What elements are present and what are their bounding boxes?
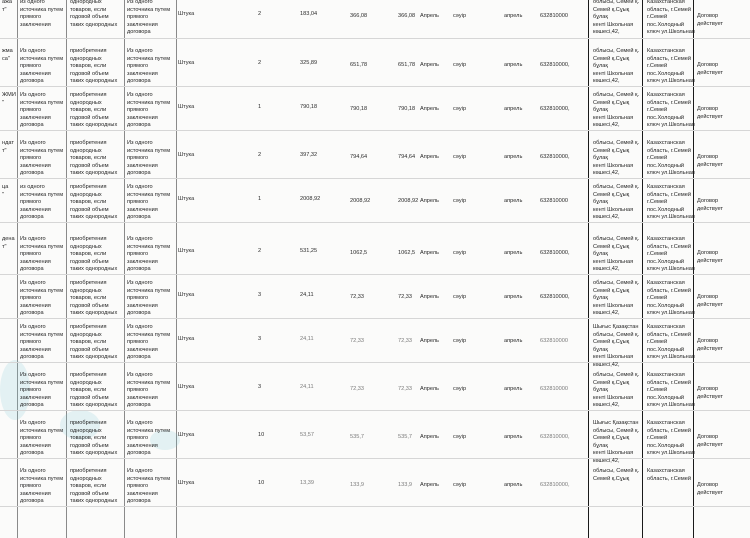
cell-col-c: приобретения однородных товаров, если годовой объем таких однородных	[70, 184, 118, 221]
row-divider	[0, 178, 750, 179]
cell-addr2: Казахстанская область, г.Семей г.Семей пос.Холодный ключ ул.Школьная	[647, 280, 695, 317]
cell-price: 53,57	[300, 432, 314, 438]
cell-unit: Штука	[178, 152, 195, 158]
cell-sum: 790,18	[350, 106, 368, 112]
row-divider	[0, 410, 750, 411]
cell-total: 794,64	[398, 154, 416, 160]
cell-month2: апрель	[504, 62, 523, 68]
cell-status: Договор действует	[697, 154, 723, 168]
cell-price: 183,04	[300, 11, 318, 17]
cell-col-d: Из одного источника путем прямого заключения договора	[127, 280, 171, 317]
cell-sum: 1062,5	[350, 250, 368, 256]
cell-price: 24,11	[300, 336, 314, 342]
cell-kato: 632810000,	[540, 482, 570, 488]
cell-sum: 366,08	[350, 13, 368, 19]
cell-status: Договор действует	[697, 434, 723, 448]
cell-addr2: Казахстанская область, г.Семей г.Семей пос.Холодный ключ ул.Школьная	[647, 0, 695, 36]
cell-month-ru: Апрель	[420, 250, 439, 256]
cell-col-a: дена т"	[2, 236, 15, 250]
cell-qty: 2	[258, 152, 262, 158]
cell-unit: Штука	[178, 248, 195, 254]
cell-addr2: Казахстанская область, г.Семей г.Семей пос.Холодный ключ ул.Школьная	[647, 420, 695, 457]
cell-addr1: Шығыс Қазақстан облысы, Семей қ. Семей қ.Сұық бұлақ кентi Школьная көшесi,42,	[593, 420, 640, 464]
cell-col-b: Из одного источника путем прямого заключения договора	[20, 280, 64, 317]
cell-price: 2008,92	[300, 196, 321, 202]
cell-kato: 632810000	[540, 386, 568, 392]
cell-col-c: приобретения однородных товаров, если годовой объем таких однородных	[70, 280, 118, 317]
cell-unit: Штука	[178, 336, 195, 342]
cell-addr2: Казахстанская область, г.Семей г.Семей пос.Холодный ключ ул.Школьная	[647, 184, 695, 221]
cell-col-d: Из одного источника путем прямого заключения договора	[127, 324, 171, 361]
cell-unit: Штука	[178, 384, 195, 390]
cell-qty: 1	[258, 104, 262, 110]
cell-addr1: Шығыс Қазақстан облысы, Семей қ. Семей қ.Сұық бұлақ кентi Школьная көшесi,42,	[593, 324, 640, 368]
cell-col-b: Из одного источника путем прямого заключения договора	[20, 420, 64, 457]
cell-col-d: Из одного источника путем прямого заключения договора	[127, 92, 171, 129]
row-divider	[0, 506, 750, 507]
cell-total: 2008,92	[398, 198, 419, 204]
cell-price: 24,11	[300, 384, 314, 390]
cell-month2: апрель	[504, 106, 523, 112]
cell-col-b: Из одного источника путем прямого заключения договора	[20, 236, 64, 273]
cell-col-b: Из одного источника путем прямого заключения договора	[20, 468, 64, 505]
cell-unit: Штука	[178, 11, 195, 17]
cell-qty: 3	[258, 384, 262, 390]
cell-col-b: из одного источника путем прямого заключения	[20, 0, 64, 28]
cell-month-ru: Апрель	[420, 386, 439, 392]
cell-col-c: приобретения однородных товаров, если годовой объем таких однородных	[70, 236, 118, 273]
cell-addr2: Казахстанская область, г.Семей	[647, 468, 691, 482]
cell-addr1: облысы, Семей қ. Семей қ.Сұық бұлақ кентi Школьная көшесi,42,	[593, 140, 640, 177]
cell-month2: апрель	[504, 250, 523, 256]
cell-total: 535,7	[398, 434, 412, 440]
cell-col-d: Из одного источника путем прямого заключения договора	[127, 140, 171, 177]
cell-col-c: приобретения однородных товаров, если годовой объем таких однородных	[70, 468, 118, 505]
cell-addr2: Казахстанская область, г.Семей г.Семей пос.Холодный ключ ул.Школьная	[647, 140, 695, 177]
cell-month2: апрель	[504, 13, 523, 19]
cell-addr1: облысы, Семей қ. Семей қ.Сұық бұлақ кентi Школьная көшесi,42,	[593, 236, 640, 273]
row-divider	[0, 130, 750, 131]
cell-col-c: приобретения однородных товаров, если годовой объем таких однородных	[70, 140, 118, 177]
cell-addr2: Казахстанская область, г.Семей г.Семей пос.Холодный ключ ул.Школьная	[647, 236, 695, 273]
cell-month-kz: сәуір	[453, 434, 467, 440]
row-divider	[0, 86, 750, 87]
cell-sum: 651,78	[350, 62, 368, 68]
cell-qty: 3	[258, 292, 262, 298]
cell-col-b: Из одного источника путем прямого заключения договора	[20, 372, 64, 409]
cell-col-c: приобретения однородных товаров, если годовой объем таких однородных	[70, 372, 118, 409]
cell-price: 531,25	[300, 248, 318, 254]
cell-col-d: Из одного источника путем прямого заключения договора	[127, 420, 171, 457]
cell-col-b: из одного источника путем прямого заключения договора	[20, 184, 64, 221]
cell-total: 72,33	[398, 294, 412, 300]
cell-qty: 3	[258, 336, 262, 342]
cell-col-b: Из одного источника путем прямого заключения договора	[20, 92, 64, 129]
cell-kato: 632810000	[540, 13, 568, 19]
cell-addr2: Казахстанская область, г.Семей г.Семей пос.Холодный ключ ул.Школьная	[647, 324, 695, 361]
cell-addr2: Казахстанская область, г.Семей г.Семей пос.Холодный ключ ул.Школьная	[647, 48, 695, 85]
cell-col-d: Из одного источника путем прямого заключения договора	[127, 468, 171, 505]
cell-month2: апрель	[504, 386, 523, 392]
cell-kato: 632810000,	[540, 62, 570, 68]
cell-col-b: Из одного источника путем прямого заключения договора	[20, 324, 64, 361]
cell-total: 366,08	[398, 13, 416, 19]
row-divider	[0, 318, 750, 319]
cell-month-ru: Апрель	[420, 13, 439, 19]
cell-status: Договор действует	[697, 482, 723, 496]
cell-month-kz: сәуір	[453, 338, 467, 344]
cell-qty: 10	[258, 432, 265, 438]
row-divider	[0, 38, 750, 39]
cell-month-kz: сәуір	[453, 62, 467, 68]
cell-status: Договор действует	[697, 294, 723, 308]
cell-addr2: Казахстанская область, г.Семей г.Семей пос.Холодный ключ ул.Школьная	[647, 372, 695, 409]
cell-unit: Штука	[178, 432, 195, 438]
cell-col-c: приобретения однородных товаров, если годовой объем таких однородных	[70, 420, 118, 457]
cell-total: 72,33	[398, 386, 412, 392]
cell-unit: Штука	[178, 104, 195, 110]
cell-month-kz: сәуір	[453, 482, 467, 488]
cell-col-a: ажа т"	[2, 0, 12, 13]
cell-month-kz: сәуір	[453, 13, 467, 19]
cell-sum: 72,33	[350, 386, 364, 392]
cell-kato: 632810000	[540, 198, 568, 204]
cell-month-ru: Апрель	[420, 482, 439, 488]
cell-month-ru: Апрель	[420, 106, 439, 112]
cell-month-ru: Апрель	[420, 338, 439, 344]
cell-col-a: ЖМИ "	[2, 92, 16, 106]
cell-status: Договор действует	[697, 250, 723, 264]
cell-month-ru: Апрель	[420, 434, 439, 440]
cell-col-a: ца "	[2, 184, 9, 198]
cell-kato: 632810000,	[540, 434, 570, 440]
cell-addr1: облысы, Семей қ. Семей қ.Сұық бұлақ кентi Школьная көшесi,42,	[593, 48, 640, 85]
cell-month-kz: сәуір	[453, 386, 467, 392]
cell-qty: 2	[258, 11, 262, 17]
cell-sum: 535,7	[350, 434, 364, 440]
cell-month-ru: Апрель	[420, 294, 439, 300]
cell-month-kz: сәуір	[453, 198, 467, 204]
cell-col-d: Из одного источника путем прямого заключения договора	[127, 372, 171, 409]
cell-col-b: Из одного источника путем прямого заключения договора	[20, 140, 64, 177]
cell-status: Договор действует	[697, 198, 723, 212]
cell-addr1: облысы, Семей қ. Семей қ.Сұық бұлақ кентi Школьная көшесi,42,	[593, 184, 640, 221]
cell-col-a: ндат т"	[2, 140, 14, 154]
cell-col-d: Из одного источника путем прямого заключения договора	[127, 236, 171, 273]
cell-price: 24,11	[300, 292, 314, 298]
cell-col-b: Из одного источника путем прямого заключения договора	[20, 48, 64, 85]
cell-col-a: жма са"	[2, 48, 13, 62]
cell-month2: апрель	[504, 294, 523, 300]
cell-unit: Штука	[178, 196, 195, 202]
cell-month2: апрель	[504, 154, 523, 160]
cell-addr1: облысы, Семей қ. Семей қ.Сұық бұлақ кентi Школьная көшесi,42,	[593, 280, 640, 317]
cell-month-ru: Апрель	[420, 198, 439, 204]
cell-addr1: облысы, Семей қ. Семей қ.Сұық бұлақ кентi Школьная көшесi,42,	[593, 0, 640, 36]
cell-unit: Штука	[178, 480, 195, 486]
cell-price: 325,89	[300, 60, 318, 66]
cell-col-d: Из одного источника путем прямого заключения договора	[127, 0, 171, 36]
cell-month2: апрель	[504, 434, 523, 440]
cell-col-c: приобретения однородных товаров, если годовой объем таких однородных	[70, 92, 118, 129]
cell-status: Договор действует	[697, 386, 723, 400]
row-divider	[0, 222, 750, 223]
cell-col-c: приобретения однородных товаров, если годовой объем таких однородных	[70, 48, 118, 85]
cell-status: Договор действует	[697, 62, 723, 76]
cell-month-kz: сәуір	[453, 106, 467, 112]
cell-kato: 632810000,	[540, 250, 570, 256]
cell-addr1: облысы, Семей қ. Семей қ.Сұық бұлақ кентi Школьная көшесi,42,	[593, 372, 640, 409]
cell-sum: 133,9	[350, 482, 364, 488]
cell-col-d: Из одного источника путем прямого заключения договора	[127, 48, 171, 85]
cell-total: 72,33	[398, 338, 412, 344]
cell-month-kz: сәуір	[453, 250, 467, 256]
cell-total: 1062,5	[398, 250, 416, 256]
cell-total: 790,18	[398, 106, 416, 112]
cell-month-ru: Апрель	[420, 154, 439, 160]
cell-unit: Штука	[178, 292, 195, 298]
cell-qty: 2	[258, 248, 262, 254]
cell-total: 651,78	[398, 62, 416, 68]
cell-kato: 632810000,	[540, 106, 570, 112]
cell-qty: 1	[258, 196, 262, 202]
cell-kato: 632810000,	[540, 154, 570, 160]
cell-price: 397,32	[300, 152, 318, 158]
cell-qty: 10	[258, 480, 265, 486]
cell-month-kz: сәуір	[453, 154, 467, 160]
cell-status: Договор действует	[697, 106, 723, 120]
cell-sum: 794,64	[350, 154, 368, 160]
cell-addr1: облысы, Семей қ. Семей қ.Сұық	[593, 468, 640, 482]
cell-unit: Штука	[178, 60, 195, 66]
cell-addr2: Казахстанская область, г.Семей г.Семей пос.Холодный ключ ул.Школьная	[647, 92, 695, 129]
cell-col-c: однородных товаров, если годовой объем таких однородных	[70, 0, 118, 28]
row-divider	[0, 274, 750, 275]
cell-addr1: облысы, Семей қ. Семей қ.Сұық бұлақ кентi Школьная көшесi,42,	[593, 92, 640, 129]
cell-kato: 632810000	[540, 338, 568, 344]
cell-col-d: Из одного источника путем прямого заключения договора	[127, 184, 171, 221]
cell-status: Договор действует	[697, 338, 723, 352]
cell-month2: апрель	[504, 198, 523, 204]
cell-price: 790,18	[300, 104, 318, 110]
cell-total: 133,9	[398, 482, 412, 488]
cell-status: Договор действует	[697, 13, 723, 27]
cell-sum: 72,33	[350, 338, 364, 344]
cell-price: 13,39	[300, 480, 314, 486]
cell-col-c: приобретения однородных товаров, если годовой объем таких однородных	[70, 324, 118, 361]
cell-qty: 2	[258, 60, 262, 66]
cell-sum: 2008,92	[350, 198, 371, 204]
cell-sum: 72,33	[350, 294, 364, 300]
cell-month-kz: сәуір	[453, 294, 467, 300]
cell-month-ru: Апрель	[420, 62, 439, 68]
cell-kato: 632810000,	[540, 294, 570, 300]
cell-month2: апрель	[504, 338, 523, 344]
cell-month2: апрель	[504, 482, 523, 488]
